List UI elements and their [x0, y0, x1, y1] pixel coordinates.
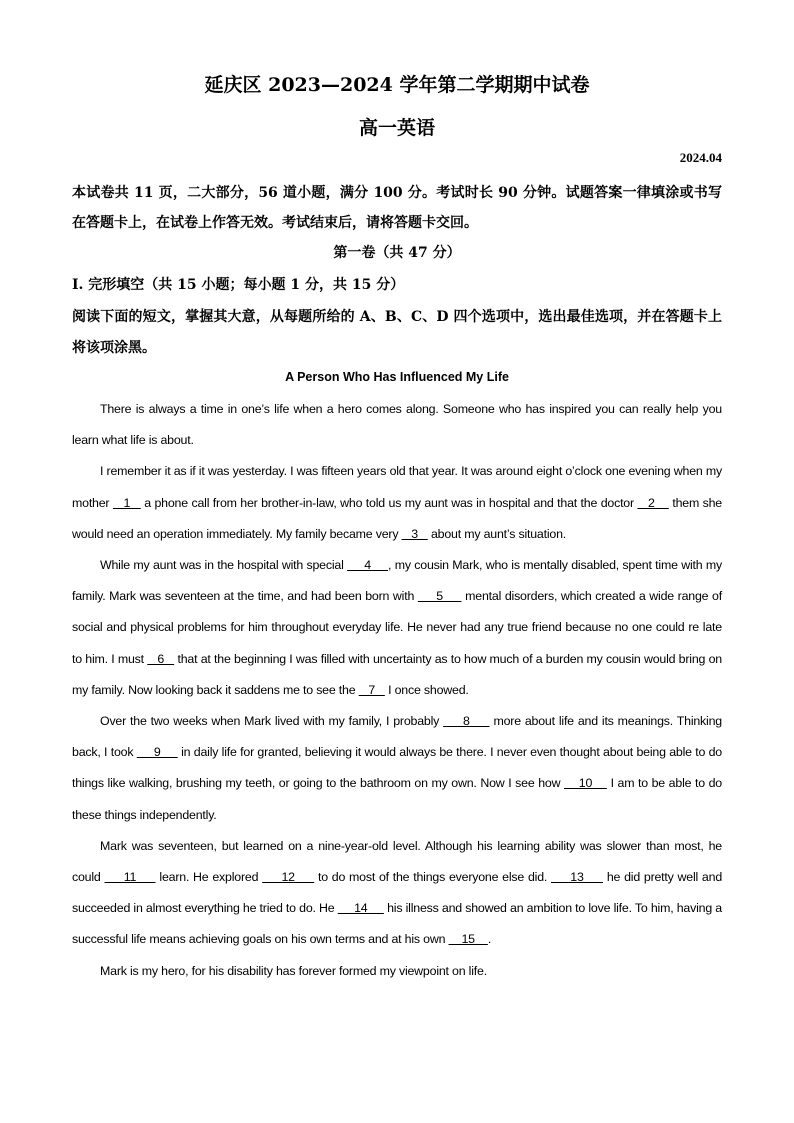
- article-paragraph-5: Mark was seventeen, but learned on a nine-year-old level. Although his learning ability was slower than most, he could 11 learn. He explored 12 to do most of the things everyone else did. 13 he did pretty well and succeeded in almost everything he tried to do. He 14 his illness and showed an ambition to love life. To him, having a successful life means achieving goals on his own terms and at his own 15 .: [72, 838, 723, 947]
- section-title: Ⅰ. 完形填空（共 15 小题；每小题 1 分，共 15 分）: [72, 277, 405, 293]
- blank-9: 9: [136, 745, 178, 760]
- blank-1: 1: [112, 495, 141, 510]
- blank-6: 6: [147, 651, 175, 666]
- exam-notice: 本试卷共 11 页，二大部分，56 道小题，满分 100 分。考试时长 90 分钟。试题答案一律填涂或书写在答题卡上，在试卷上作答无效。考试结束后，请将答题卡交回。: [72, 185, 722, 231]
- article-paragraph-2: I remember it as if it was yesterday. I was fifteen years old that year. It was around eight o’clock one evening when my mother 1 a phone call from her brother-in-law, who told us my aunt was in hospital and that the doctor 2 them she would need an operation immediately. My family became very 3 about my aunt’s situation.: [72, 464, 723, 541]
- article-paragraph-1: There is always a time in one’s life when a hero comes along. Someone who has inspired you can really help you learn what life is about.: [72, 402, 722, 448]
- article-body: [72, 394, 722, 987]
- article-paragraph-6: Mark is my hero, for his disability has forever formed my viewpoint on life.: [100, 963, 487, 978]
- blank-8: 8: [443, 714, 490, 729]
- exam-date: 2024.04: [679, 150, 722, 165]
- section-instructions: 阅读下面的短文，掌握其大意，从每题所给的 A、B、C、D 四个选项中，选出最佳选项，并在答题卡上将该项涂黑。: [72, 309, 722, 356]
- article-paragraph-3: While my aunt was in the hospital with special 4 , my cousin Mark, who is mentally disabled, spent time with my family. Mark was seventeen at the time, and had been born with 5 mental disorders, which created a wide range of social and physical problems for him throughout everyday life. He never had any true friend because no one could re late to him. I must 6 that at the beginning I was filled with uncertainty as to how much of a burden my cousin would bring on my family. Now looking back it saddens me to see the 7 I once showed.: [72, 558, 722, 697]
- blank-14: 14: [337, 901, 384, 916]
- blank-2: 2: [637, 495, 669, 510]
- article-title: A Person Who Has Influenced My Life: [285, 370, 509, 384]
- exam-subtitle: 高一英语: [358, 117, 435, 139]
- part-title: 第一卷（共 47 分）: [333, 245, 461, 261]
- blank-12: 12: [262, 870, 315, 885]
- blank-10: 10: [564, 776, 607, 791]
- blank-15: 15: [448, 932, 488, 947]
- blank-7: 7: [358, 682, 385, 697]
- blank-13: 13: [551, 870, 603, 885]
- blank-11: 11: [104, 870, 156, 885]
- exam-title: 延庆区 2023—2024 学年第二学期期中试卷: [204, 74, 590, 96]
- article-paragraph-4: Over the two weeks when Mark lived with my family, I probably 8 more about life and its meanings. Thinking back, I took 9 in daily life for granted, believing it would always be there. I never even thought about being able to do things like walking, brushing my teeth, or going to the bathroom on my own. Now I see how 10 I am to be able to do these things independently.: [72, 714, 722, 822]
- blank-3: 3: [401, 526, 428, 541]
- blank-5: 5: [417, 589, 462, 604]
- blank-4: 4: [347, 558, 389, 573]
